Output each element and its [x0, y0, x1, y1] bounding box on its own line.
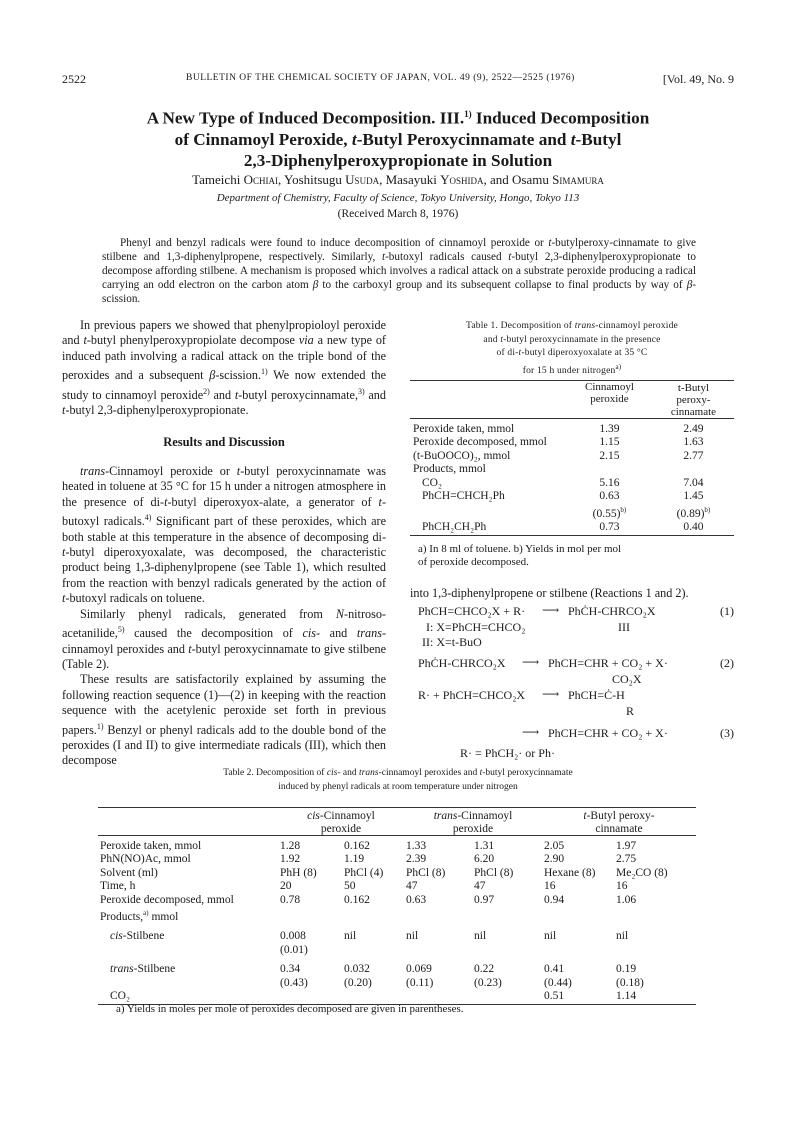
table1-col-cinnamoyl: Cinnamoyl peroxide: [585, 381, 634, 405]
table-row: cis-Stilbene 0.008 nil nil nil nil nil: [110, 930, 629, 943]
table2-footnote: a) Yields in moles per mole of peroxides decomposed are given in parentheses.: [116, 1003, 464, 1015]
table-row: Peroxide decomposed, mmol 1.15 1.63: [413, 436, 704, 449]
table-row: (0.43) (0.20) (0.11) (0.23) (0.44) (0.18): [280, 976, 644, 989]
table-row: (0.01): [280, 943, 308, 956]
table2: [98, 807, 696, 1005]
results-paragraph-2: Similarly phenyl radicals, generated from N-nitroso-acetanilide,$^{5)}$ caused the decomposition of cis- and trans-cinnamoyl peroxides and t-butyl peroxycinnamate to give stilbene (Table 2).: [62, 606, 386, 671]
reaction-arrow: ⟶: [522, 655, 540, 669]
reaction-3-intermediate: PhCH=Ċ-H: [568, 688, 625, 702]
table-row: Products, mmol: [413, 463, 486, 476]
table-row: (t-BuOOCO)₂, mmol 2.15 2.77: [413, 449, 704, 462]
results-paragraph-1: trans-Cinnamoyl peroxide or t-butyl peroxycinnamate was heated in toluene at 35 °C for 15 h under a nitrogen atmosphere in the presence of di-t-butyl diperoxyox-alate, a generator of t-butoxyl radicals.$^{4)}$ Significant part of these peroxides, which are both stable at this temperature in the absence of decomposing di-t-butyl diperoxyoxalate, was decomposed, the characteristic product being 1,3-diphenylpropene (see Table 1), which resulted from the reaction with benzyl radicals generated by the action of t-butoxyl radicals on toluene.: [62, 463, 387, 606]
abstract: Phenyl and benzyl radicals were found to induce decomposition of cinnamoyl peroxide or t-butylperoxy-cinnamate to give stilbene and 1,3-diphenylpropene, respectively. Similarly, t-butoxyl radicals caused t-butyl 2,3-diphenylperoxypropionate to decompose affording stilbene. A mechanism is proposed which involves a radical attack on a substrate peroxide producing a radical carrying an odd electron on the carbon atom β to the carboxyl group and its subsequent collapse to final products by way of β-scission.: [102, 237, 696, 305]
affiliation: Department of Chemistry, Faculty of Science, Tokyo University, Hongo, Tokyo 113: [216, 192, 580, 204]
table1-caption: Table 1. Decomposition of trans-cinnamoyl peroxide and t-butyl peroxycinnamate in the presence of di-t-butyl diperoxyoxalate at 35 °C for 15 h under nitrogen$^{a)}$: [466, 321, 678, 376]
reaction-arrow: ⟶: [542, 603, 560, 617]
table1-col-tbutyl: t-Butyl peroxy- cinnamate: [670, 382, 717, 418]
reaction-scheme: [418, 604, 734, 764]
table-row: Peroxide decomposed, mmol 0.78 0.162 0.63 0.97 0.94 1.06: [100, 893, 637, 906]
section-heading: Results and Discussion: [163, 434, 285, 449]
table-row: PhN(NO)Ac, mmol 1.92 1.19 2.39 6.20 2.90 2.75: [100, 853, 637, 865]
results-paragraph-3: These results are satisfactorily explained by assuming the following reaction sequence (1)—(2) in keeping with the reaction sequence with the acetylenic peroxide set forth in previous papers.$^{1)}$ Benzyl or phenyl radicals add to the double bond of the peroxides (I and II) to give intermediate radicals (III), which then decompose: [62, 672, 386, 768]
table-row: CO₂ 5.16 7.04: [422, 476, 704, 489]
page-number: 2522: [62, 72, 86, 86]
table-row: Time, h 20 50 47 47 16 16: [100, 880, 628, 892]
radical-definition: R· = PhCH₂· or Ph·: [460, 746, 555, 760]
table2-col-trans: trans-Cinnamoyl peroxide: [433, 810, 513, 835]
left-column: [62, 318, 386, 769]
right-column-text: into 1,3-diphenylpropene or stilbene (Reactions 1 and 2).: [410, 586, 689, 600]
reaction-3-left: R· + PhCH=CHCO₂X: [418, 688, 526, 702]
reaction-3-product: PhCH=CHR + CO₂ + X·: [548, 726, 668, 740]
table-row: Peroxide taken, mmol 1.39 2.49: [413, 422, 704, 435]
definition-III: III: [618, 620, 630, 634]
table1-footnote: a) In 8 ml of toluene. b) Yields in mol per mol of peroxide decomposed.: [418, 543, 622, 568]
reaction-2-left: PhĊH-CHRCO₂X: [418, 656, 506, 670]
table-row: Products,$^{a)}$ mmol: [100, 909, 179, 923]
table2-caption: Table 2. Decomposition of cis- and trans-cinnamoyl peroxides and t-butyl peroxycinnamate induced by phenyl radicals at room temperature under nitrogen: [223, 768, 573, 792]
intro-paragraph: In previous papers we showed that phenylpropioloyl peroxide and t-butyl phenylperoxypropiolate decompose via a new type of induced path involving a radical attack on the triple bond of the peroxides and a subsequent β-scission.$^{1)}$ We now extended the study to cinnamoyl peroxide$^{2)}$ and t-butyl peroxycinnamate,$^{3)}$ and t-butyl 2,3-diphenylperoxypropionate.: [62, 318, 386, 418]
table-row: Peroxide taken, mmol 1.28 0.162 1.33 1.31 2.05 1.97: [100, 839, 637, 852]
reaction-number: (3): [720, 726, 734, 740]
reaction-number: (1): [720, 604, 734, 618]
definition-II: II: X=t-BuO: [422, 635, 482, 649]
table-row: CO₂ 0.51 1.14: [98, 990, 696, 1004]
table-row: $(0.55)^{b)}$ $(0.89)^{b)}$: [592, 506, 711, 520]
reaction-3-substituent: CO₂X: [612, 672, 642, 686]
table-row: PhCH=CHCH₂Ph 0.63 1.45: [422, 490, 704, 503]
table2-col-cis: cis-Cinnamoyl peroxide: [307, 810, 375, 835]
reaction-number: (2): [720, 656, 734, 670]
received-date: (Received March 8, 1976): [337, 208, 459, 220]
reaction-1-left: PhCH=CHCO₂X + R·: [418, 604, 526, 618]
article-title: A New Type of Induced Decomposition. III.$^{1)}$ Induced Decomposition of Cinnamoyl Peroxide, t-Butyl Peroxycinnamate and t-Butyl 2,3-Diphenylperoxypropionate in Solution: [146, 108, 650, 170]
reaction-arrow: ⟶: [522, 725, 540, 739]
journal-citation: BULLETIN OF THE CHEMICAL SOCIETY OF JAPAN, VOL. 49 (9), 2522—2525 (1976): [186, 73, 575, 83]
table-row: PhCH₂CH₂Ph 0.73 0.40: [410, 521, 734, 535]
reaction-3-r-group: R: [626, 704, 635, 718]
table-row: Solvent (ml) PhH (8) PhCl (4) PhCl (8) PhCl (8) Hexane (8) Me₂CO (8): [100, 866, 668, 879]
author-list: Tameichi Ochiai, Yoshitsugu Usuda, Masayuki Yoshida, and Osamu Simamura: [192, 172, 604, 187]
table2-col-tbutyl: t-Butyl peroxy- cinnamate: [583, 810, 655, 835]
reaction-arrow: ⟶: [542, 687, 560, 701]
table1: [410, 380, 734, 536]
volume-label: [Vol. 49, No. 9: [662, 72, 734, 86]
table-row: trans-Stilbene 0.34 0.032 0.069 0.22 0.41 0.19: [110, 963, 637, 976]
definition-I: I: X=PhCH=CHCO₂: [426, 620, 526, 634]
reaction-1-right: PhĊH-CHRCO₂X: [568, 604, 656, 618]
reaction-2-right: PhCH=CHR + CO₂ + X·: [548, 656, 668, 670]
